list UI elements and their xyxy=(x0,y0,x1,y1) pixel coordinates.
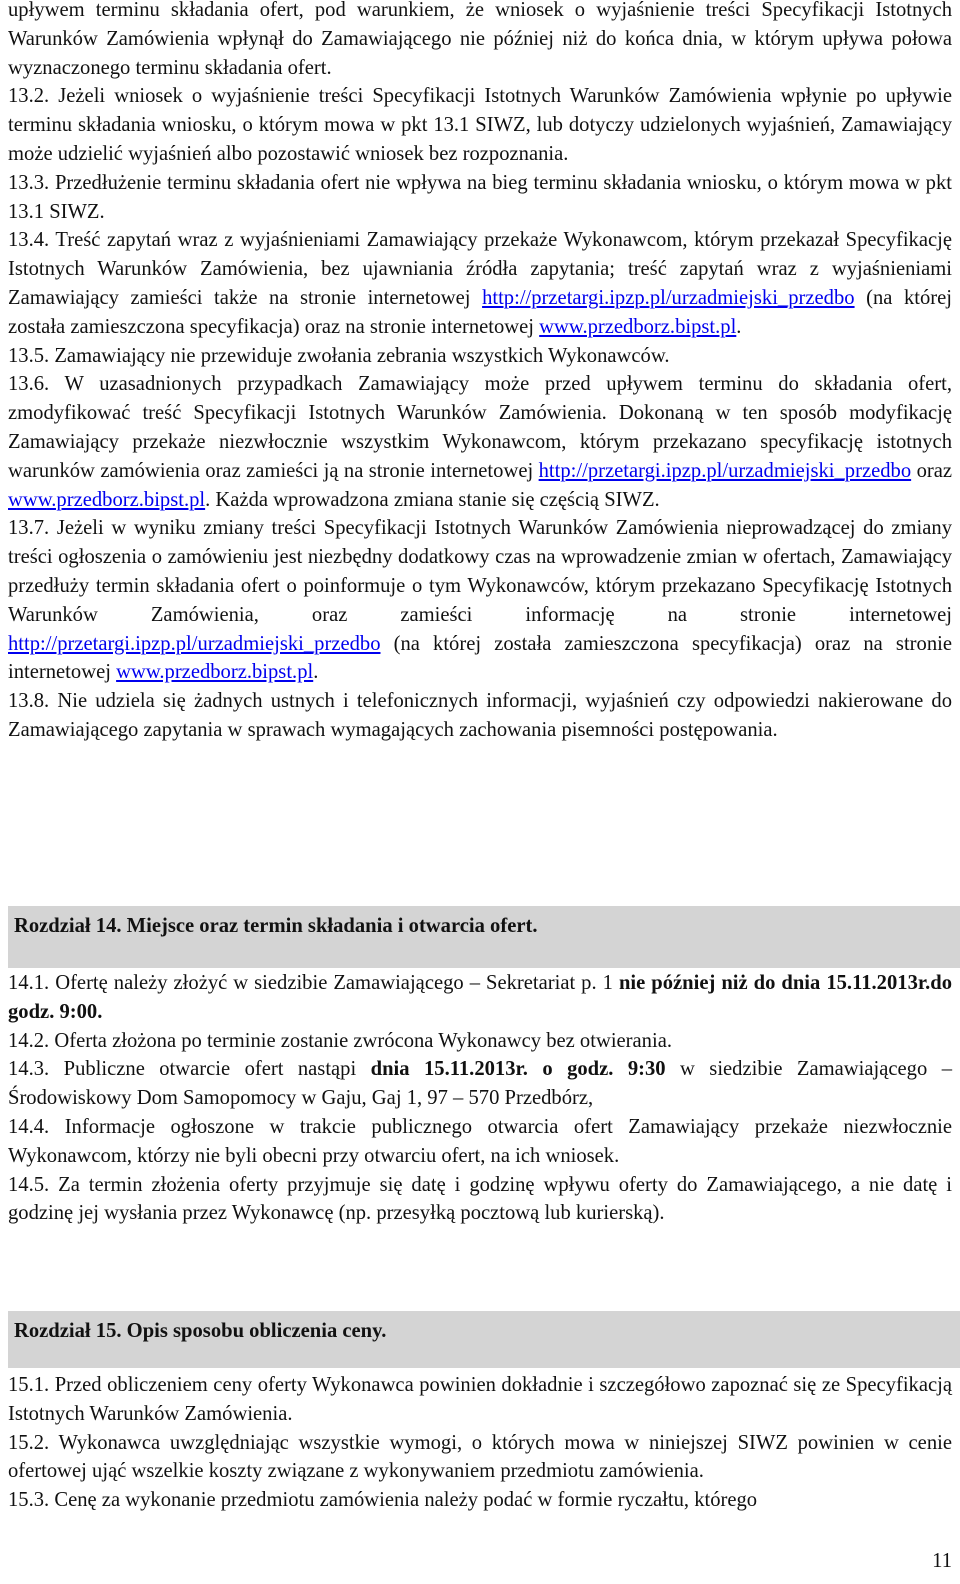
paragraph-number: 15.1. xyxy=(8,1374,50,1396)
paragraph-number: 13.5. xyxy=(8,344,50,367)
paragraph-13-5 xyxy=(8,342,952,371)
paragraph-text: Jeżeli w wyniku zmiany treści Specyfikacji Istotnych Warunków Zamówienia nieprowadzącej do zmiany treści ogłoszenia o zamówieniu jest niezbędny dodatkowy czas na wprowadzenie zmian w ofertach, Zamawiający przedłuży termin składania ofert o poinformuje o tym Wykonawców, którym przekazano Specyfikację Istotnych Warunków Zamówienia, oraz zamieści informację na stronie internetowej xyxy=(8,517,952,626)
chapter-15-heading xyxy=(8,1311,960,1368)
paragraph-14-5 xyxy=(8,1171,952,1229)
paragraph-number: 13.4. xyxy=(8,229,50,252)
paragraph-text: Wykonawca uwzględniając wszystkie wymogi, o których mowa w niniejszej SIWZ powinien w cenie ofertowej ująć wszelkie koszty związane z wykonywaniem przedmiotu zamówienia. xyxy=(8,1431,952,1483)
deadline-text: nie później niż do dnia 15.11.2013r.do godz. 9:00. xyxy=(8,972,953,1023)
chapter-title: Rozdział 14. Miejsce oraz termin składania i otwarcia ofert. xyxy=(14,915,538,937)
paragraph-number: 14.1. xyxy=(8,972,50,994)
paragraph-text: (na której została zamieszczona specyfikacja) oraz na stronie internetowej xyxy=(8,632,952,684)
paragraph-15-3 xyxy=(8,1486,952,1515)
paragraph-number: 13.7. xyxy=(8,517,50,540)
section-13-block xyxy=(8,0,952,745)
paragraph-13-3 xyxy=(8,169,952,227)
opening-date-text: dnia 15.11.2013r. o godz. 9:30 xyxy=(370,1058,666,1081)
chapter-14-heading xyxy=(8,906,960,968)
ipzp-link[interactable]: http://przetargi.ipzp.pl/urzadmiejski_przedbo xyxy=(8,632,381,655)
paragraph-text: Przedłużenie terminu składania ofert nie wpływa na bieg terminu składania wniosku, o którym mowa w pkt 13.1 SIWZ. xyxy=(8,171,952,223)
ipzp-link[interactable]: http://przetargi.ipzp.pl/urzadmiejski_przedbo xyxy=(538,459,912,482)
paragraph-text: oraz xyxy=(916,459,952,482)
paragraph-number: 13.3. xyxy=(8,171,50,194)
paragraph-13-1-continuation: upływem terminu składania ofert, pod warunkiem, że wniosek o wyjaśnienie treści Specyfikacji Istotnych Warunków Zamówienia wpłynął do Zamawiającego nie później niż do końca dnia, w którym upływa połowa wyznaczonego terminu składania ofert. xyxy=(8,0,952,79)
bip-link[interactable]: www.przedborz.bipst.pl xyxy=(116,661,314,684)
paragraph-number: 14.3. xyxy=(8,1058,50,1081)
paragraph-14-4 xyxy=(8,1113,952,1171)
paragraph-text: Publiczne otwarcie ofert nastąpi xyxy=(63,1058,357,1081)
paragraph-text: . xyxy=(736,315,742,338)
paragraph-text: Oferta złożona po terminie zostanie zwrócona Wykonawcy bez otwierania. xyxy=(54,1029,672,1052)
paragraph-number: 14.5. xyxy=(8,1173,50,1196)
paragraph-number: 13.2. xyxy=(8,85,50,108)
bip-link[interactable]: www.przedborz.bipst.pl xyxy=(539,315,737,338)
paragraph-14-1 xyxy=(8,969,952,1027)
bip-link[interactable]: www.przedborz.bipst.pl xyxy=(8,488,206,511)
paragraph-number: 15.2. xyxy=(8,1431,50,1454)
paragraph-text: Cenę za wykonanie przedmiotu zamówienia należy podać w formie ryczałtu, którego xyxy=(54,1489,758,1512)
paragraph-text: W uzasadnionych przypadkach Zamawiający może przed upływem terminu do składania ofert, zmodyfikować treść Specyfikacji Istotnych Warunków Zamówienia. Dokonaną w ten sposób modyfikację Zamawiający przekaże niezwłocznie wszystkim Wykonawcom, którym przekazano specyfikację istotnych warunków zamówienia oraz zamieści ją na stronie internetowej xyxy=(8,373,953,482)
paragraph-number: 13.8. xyxy=(8,690,50,713)
paragraph-14-2 xyxy=(8,1027,952,1056)
paragraph-text: Informacje ogłoszone w trakcie publicznego otwarcia ofert Zamawiający przekaże niezwłocznie Wykonawcom, którzy nie byli obecni przy otwarciu ofert, na ich wniosek. xyxy=(8,1115,952,1167)
paragraph-13-6 xyxy=(8,370,952,514)
chapter-title: Rozdział 15. Opis sposobu obliczenia ceny. xyxy=(14,1320,387,1342)
paragraph-text: Przed obliczeniem ceny oferty Wykonawca powinien dokładnie i szczegółowo zapoznać się ze Specyfikacją Istotnych Warunków Zamówienia. xyxy=(8,1374,952,1425)
paragraph-text: Ofertę należy złożyć w siedzibie Zamawiającego – Sekretariat p. 1 xyxy=(55,972,613,994)
paragraph-15-2 xyxy=(8,1429,952,1487)
paragraph-text: (na której została zamieszczona specyfikacja) oraz na stronie internetowej xyxy=(8,286,952,338)
paragraph-text: . Każda wprowadzona zmiana stanie się częścią SIWZ. xyxy=(205,488,660,511)
paragraph-13-7 xyxy=(8,514,952,687)
ipzp-link[interactable]: http://przetargi.ipzp.pl/urzadmiejski_przedbo xyxy=(482,286,855,309)
paragraph-number: 13.6. xyxy=(8,373,50,396)
paragraph-text: Nie udziela się żadnych ustnych i telefonicznych informacji, wyjaśnień czy odpowiedzi nakierowane do Zamawiającego zapytania w sprawach wymagających zachowania pisemności postępowania. xyxy=(8,690,952,741)
page-number: 11 xyxy=(932,1550,952,1572)
paragraph-14-3 xyxy=(8,1055,952,1113)
paragraph-text: Za termin złożenia oferty przyjmuje się datę i godzinę wpływu oferty do Zamawiającego, a nie datę i godzinę jej wysłania przez Wykonawcę (np. przesyłką pocztową lub kurierską). xyxy=(8,1173,952,1225)
paragraph-13-2 xyxy=(8,82,952,168)
paragraph-text: Zamawiający nie przewiduje zwołania zebrania wszystkich Wykonawców. xyxy=(54,344,670,367)
paragraph-number: 14.4. xyxy=(8,1115,50,1138)
paragraph-13-4 xyxy=(8,226,952,341)
paragraph-text: Treść zapytań wraz z wyjaśnieniami Zamawiający przekaże Wykonawcom, którym przekazał Specyfikację Istotnych Warunków Zamówienia, bez ujawniania źródła zapytania; treść zapytań wraz z wyjaśnieniami Zamawiający zamieści także na stronie internetowej xyxy=(8,229,952,309)
section-14-block xyxy=(8,969,952,1228)
paragraph-15-1 xyxy=(8,1371,952,1429)
section-15-block xyxy=(8,1371,952,1515)
paragraph-text: . xyxy=(313,661,319,684)
paragraph-text: Jeżeli wniosek o wyjaśnienie treści Specyfikacji Istotnych Warunków Zamówienia wpłynie po upływie terminu składania wniosku, o którym mowa w pkt 13.1 SIWZ, lub dotyczy udzielonych wyjaśnień, Zamawiający może udzielić wyjaśnień albo pozostawić wniosek bez rozpoznania. xyxy=(8,85,953,165)
paragraph-number: 15.3. xyxy=(8,1489,50,1512)
paragraph-13-8 xyxy=(8,687,952,745)
paragraph-text: w siedzibie Zamawiającego – Środowiskowy Dom Samopomocy w Gaju, Gaj 1, 97 – 570 Przedbórz, xyxy=(8,1058,952,1110)
paragraph-number: 14.2. xyxy=(8,1029,50,1052)
